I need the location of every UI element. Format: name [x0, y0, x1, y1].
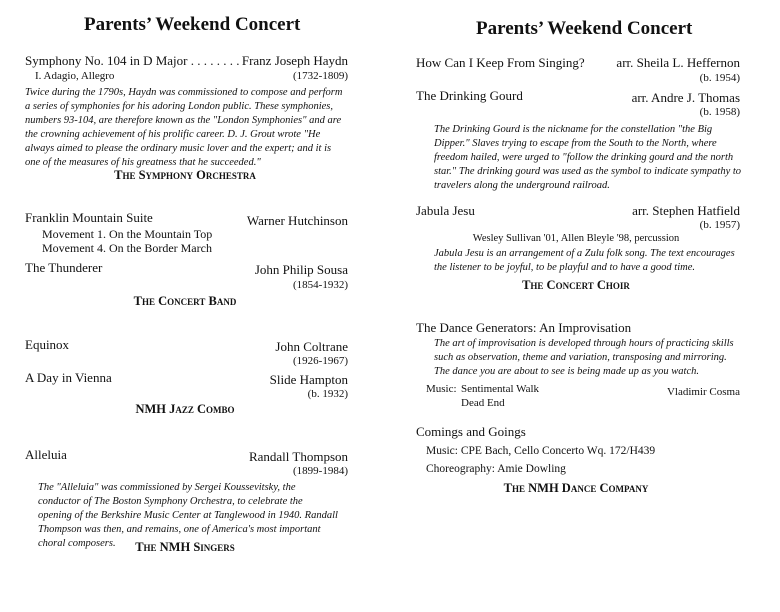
- jabula-jesu-dates: (b. 1957): [699, 219, 740, 231]
- drinking-gourd-title: The Drinking Gourd: [416, 88, 523, 103]
- symphony-dates: (1732-1809): [293, 70, 348, 82]
- jabula-jesu-title: Jabula Jesu: [416, 203, 475, 218]
- right-page-title: Parents’ Weekend Concert: [476, 18, 693, 39]
- equinox-title: Equinox: [25, 337, 70, 352]
- equinox-dates: (1926-1967): [293, 355, 348, 367]
- dance-generators-title: The Dance Generators: An Improvisation: [416, 320, 632, 335]
- left-page-title: Parents’ Weekend Concert: [84, 14, 301, 35]
- dance-music-label: Music:: [426, 383, 457, 395]
- symphony-composer: Franz Joseph Haydn: [241, 53, 348, 68]
- alleluia-note: The "Alleluia" was commissioned by Sergei Koussevitsky, the conductor of The Boston Symphony Orchestra, to celebrate the opening of the Berkshire Music Center at Tanglewood in 1940. Randall Thompson was then, and remains, one of America's most important choral composers.: [38, 482, 338, 549]
- symphony-orchestra-label: The Symphony Orchestra: [114, 168, 256, 182]
- franklin-movement-4: Movement 4. On the Border March: [42, 241, 212, 255]
- keep-from-singing-title: How Can I Keep From Singing?: [416, 55, 585, 70]
- thunderer-title: The Thunderer: [25, 260, 103, 275]
- dance-music-2: Dead End: [461, 397, 505, 409]
- comings-choreography-line: Choreography: Amie Dowling: [426, 463, 566, 475]
- comings-music-line: Music: CPE Bach, Cello Concerto Wq. 172/H439: [426, 445, 656, 457]
- thunderer-composer: John Philip Sousa: [254, 262, 348, 277]
- alleluia-title: Alleluia: [25, 447, 67, 462]
- comings-and-goings-title: Comings and Goings: [416, 424, 526, 439]
- drinking-gourd-note: The Drinking Gourd is the nickname for the constellation "the Big Dipper." Slaves trying to escape from the South to the North, where freedom hailed, were urged to "follow the drinking gourd and the north star." The drinking gourd was used as the symbol to indicate sympathy to travelers along the underground railroad.: [434, 124, 742, 191]
- jabula-jesu-arranger: arr. Stephen Hatfield: [632, 203, 740, 218]
- jabula-jesu-note: Jabula Jesu is an arrangement of a Zulu folk song. The text encourages the listener to be joyful, to be playful and to have a good time.: [434, 248, 735, 273]
- day-in-vienna-composer: Slide Hampton: [269, 372, 348, 387]
- keep-from-singing-dates: (b. 1954): [699, 72, 740, 84]
- franklin-composer: Warner Hutchinson: [246, 213, 348, 228]
- day-in-vienna-dates: (b. 1932): [307, 388, 348, 400]
- concert-choir-label: The Concert Choir: [522, 278, 630, 292]
- jazz-combo-label: NMH Jazz Combo: [135, 402, 235, 416]
- dance-composer: Vladimir Cosma: [666, 386, 740, 398]
- drinking-gourd-dates: (b. 1958): [699, 106, 740, 118]
- dance-music-1: Sentimental Walk: [461, 383, 540, 395]
- symphony-note: Twice during the 1790s, Haydn was commissioned to compose and perform a series of symphonies for his adoring London public. These symphonies, numbers 93-104, are therefore known as the "London Symphonies" and are the crowning achievement of his prolific career. D. J. Grout wrote "He always aimed to please the ordinary music lover and the expert; and it is one of the measures of his greatness that he succeeded.": [25, 87, 343, 168]
- alleluia-composer: Randall Thompson: [248, 449, 348, 464]
- drinking-gourd-arranger: arr. Andre J. Thomas: [631, 90, 740, 105]
- keep-from-singing-arranger: arr. Sheila L. Heffernon: [616, 55, 740, 70]
- dance-company-label: The NMH Dance Company: [503, 481, 649, 495]
- dance-generators-note: The art of improvisation is developed through hours of practicing skills such as observation, theme and variation, transposing and mirroring. The dance you are about to see is being made up as you watch.: [434, 338, 734, 377]
- day-in-vienna-title: A Day in Vienna: [25, 370, 112, 385]
- symphony-title: Symphony No. 104 in D Major . . . . . . . .: [25, 53, 240, 68]
- alleluia-dates: (1899-1984): [293, 465, 348, 477]
- thunderer-dates: (1854-1932): [293, 279, 348, 291]
- nmh-singers-label: The NMH Singers: [135, 540, 235, 554]
- franklin-mountain-title: Franklin Mountain Suite: [25, 210, 153, 225]
- franklin-movement-1: Movement 1. On the Mountain Top: [42, 227, 213, 241]
- jabula-jesu-percussion: Wesley Sullivan '01, Allen Bleyle '98, percussion: [472, 233, 680, 244]
- equinox-composer: John Coltrane: [275, 339, 348, 354]
- concert-band-label: The Concert Band: [133, 294, 237, 308]
- symphony-movement: I. Adagio, Allegro: [35, 70, 115, 82]
